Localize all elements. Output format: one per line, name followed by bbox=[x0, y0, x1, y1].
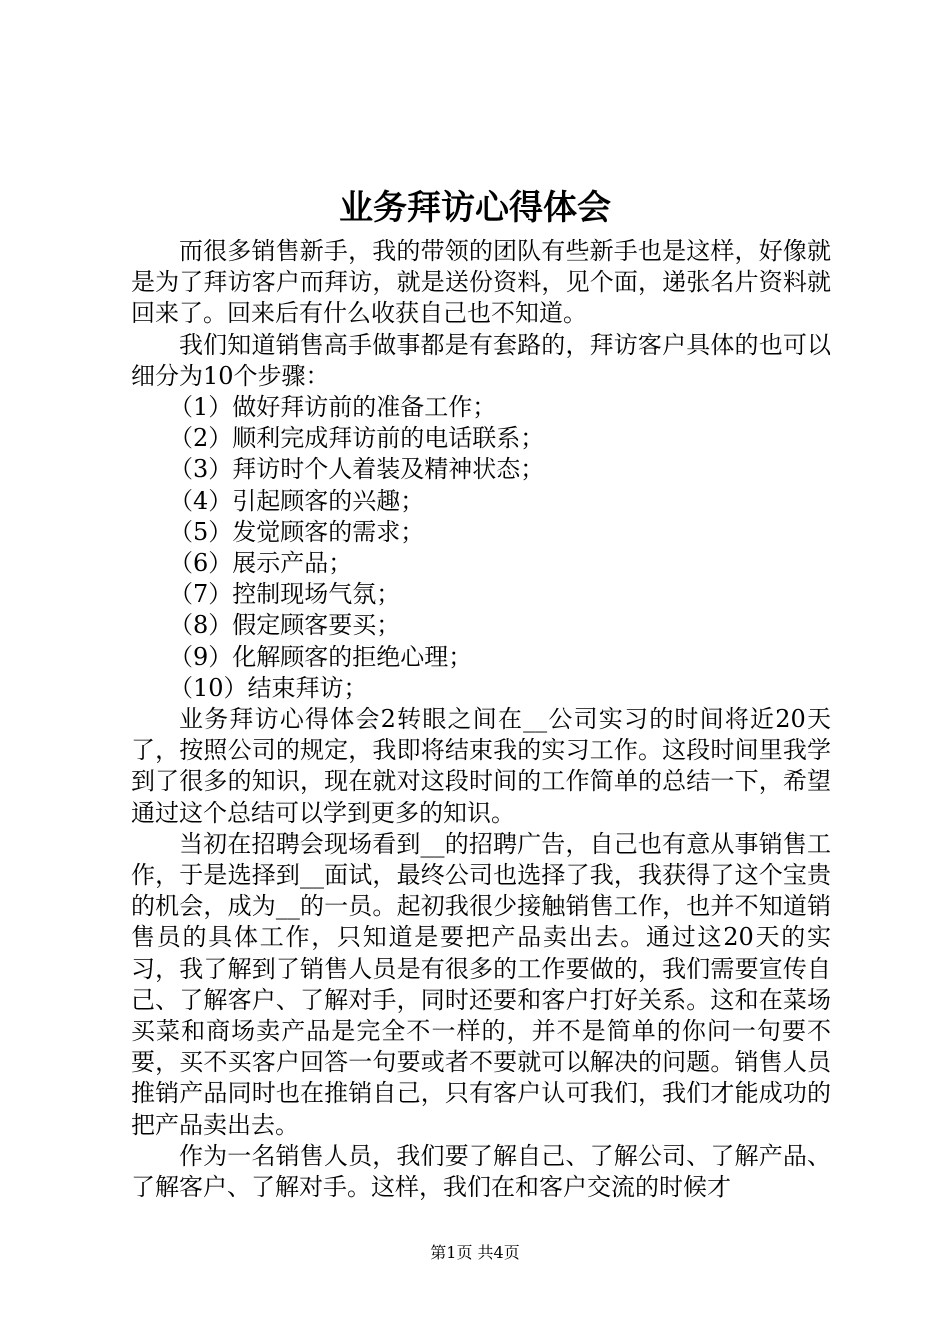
document-title: 业务拜访心得体会 bbox=[339, 188, 611, 228]
step-item: （8）假定顾客要买； bbox=[169, 611, 401, 640]
paragraph-recruitment: 当初在招聘会现场看到__的招聘广告，自己也有意从事销售工作，于是选择到__面试，最终公司也选择了我，我获得了这个宝贵的机会，成为__的一员。起初我很少接触销售工作，也并不知道销售员的具体工作，只知道是要把产品卖出去。通过这20天的实习，我了解到了销售人员是有很多的工作要做的，我们需要宣传自己、了解客户、了解对手，同时还要和客户打好关系。这和在菜场买菜和商场卖产品是完全不一样的，并不是简单的你问一句要不要，买不买客户回答一句要或者不要就可以解决的问题。销售人员推销产品同时也在推销自己，只有客户认可我们，我们才能成功的把产品卖出去。 bbox=[131, 829, 831, 1139]
step-item: （9）化解顾客的拒绝心理； bbox=[169, 642, 473, 671]
step-item: （2）顺利完成拜访前的电话联系； bbox=[169, 424, 545, 453]
paragraph-intro: 而很多销售新手，我的带领的团队有些新手也是这样，好像就是为了拜访客户而拜访，就是送份资料，见个面，递张名片资料就回来了。回来后有什么收获自己也不知道。 bbox=[131, 237, 831, 328]
paragraph-internship: 业务拜访心得体会2转眼之间在__公司实习的时间将近20天了，按照公司的规定，我即将结束我的实习工作。这段时间里我学到了很多的知识，现在就对这段时间的工作简单的总结一下，希望通过这个总结可以学到更多的知识。 bbox=[131, 705, 831, 827]
step-item: （6）展示产品； bbox=[169, 549, 353, 578]
step-item: （3）拜访时个人着装及精神状态； bbox=[169, 455, 545, 484]
step-item: （5）发觉顾客的需求； bbox=[169, 517, 425, 546]
page-footer: 第1页 共4页 bbox=[430, 1243, 520, 1262]
step-item: （4）引起顾客的兴趣； bbox=[169, 486, 425, 515]
paragraph-steps-intro: 我们知道销售高手做事都是有套路的，拜访客户具体的也可以细分为10个步骤： bbox=[131, 330, 831, 390]
step-item: （1）做好拜访前的准备工作； bbox=[169, 393, 497, 422]
step-item: （10）结束拜访； bbox=[169, 673, 368, 702]
document-body bbox=[131, 236, 831, 1203]
step-item: （7）控制现场气氛； bbox=[169, 580, 401, 609]
paragraph-sales-person: 作为一名销售人员，我们要了解自己、了解公司、了解产品、了解客户、了解对手。这样，我们在和客户交流的时候才 bbox=[131, 1141, 831, 1202]
